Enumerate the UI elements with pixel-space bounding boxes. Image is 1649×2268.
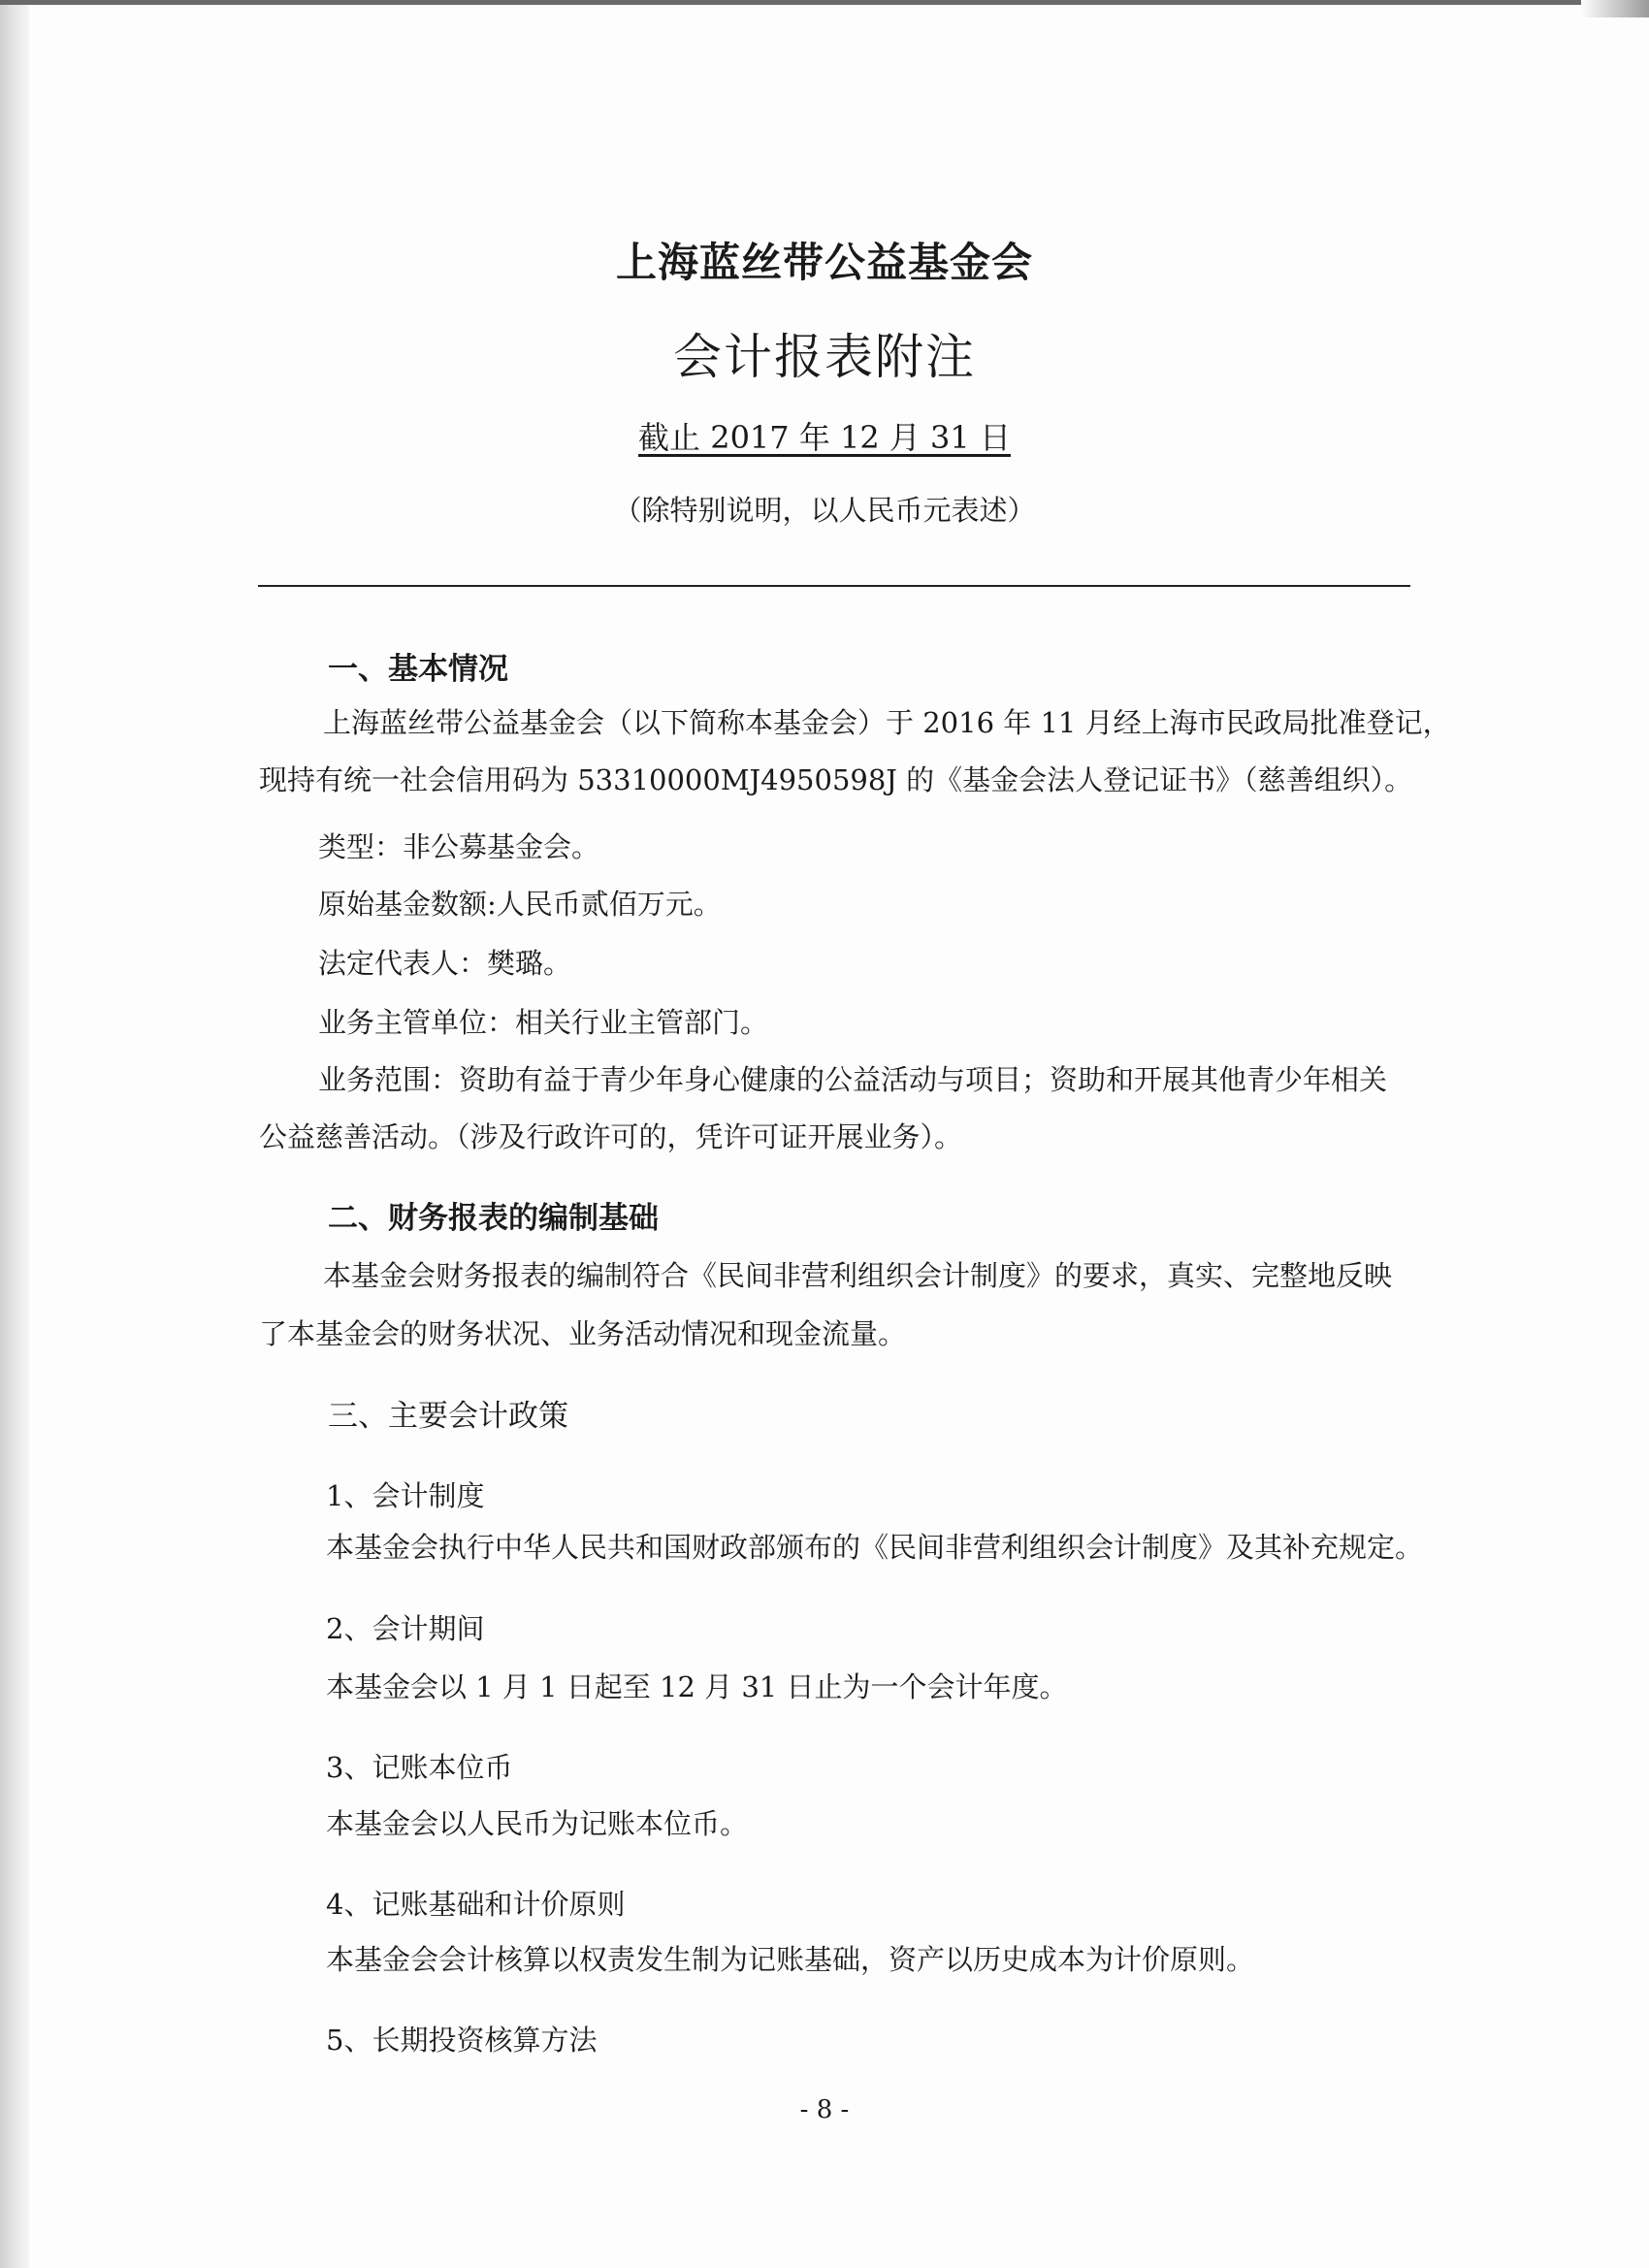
policy-2-body: 本基金会以 1 月 1 日起至 12 月 31 日止为一个会计年度。 xyxy=(326,1670,1068,1703)
org-type: 类型：非公募基金会。 xyxy=(318,830,600,863)
business-scope-line-1: 业务范围：资助有益于青少年身心健康的公益活动与项目；资助和开展其他青少年相关 xyxy=(318,1063,1388,1096)
currency-note: （除特别说明，以人民币元表述） xyxy=(613,494,1036,527)
policy-1-title: 1、会计制度 xyxy=(326,1479,485,1512)
section-1-heading: 一、基本情况 xyxy=(328,652,508,687)
policy-4-title: 4、记账基础和计价原则 xyxy=(326,1888,626,1921)
scan-corner-shadow xyxy=(1581,0,1649,17)
policy-4-body: 本基金会会计核算以权责发生制为记账基础，资产以历史成本为计价原则。 xyxy=(326,1943,1255,1976)
section-2-line-1: 本基金会财务报表的编制符合《民间非营利组织会计制度》的要求，真实、完整地反映 xyxy=(323,1259,1393,1292)
policy-3-title: 3、记账本位币 xyxy=(326,1751,513,1784)
policy-2-title: 2、会计期间 xyxy=(326,1612,485,1645)
section-3-heading: 三、主要会计政策 xyxy=(328,1399,568,1434)
section-1-para-line-2: 现持有统一社会信用码为 53310000MJ4950598J 的《基金会法人登记证书》（慈善组织）。 xyxy=(259,763,1413,796)
original-fund: 原始基金数额:人民币贰佰万元。 xyxy=(318,888,722,921)
legal-representative: 法定代表人：樊璐。 xyxy=(318,947,572,980)
business-scope-line-2: 公益慈善活动。（涉及行政许可的，凭许可证开展业务）。 xyxy=(259,1120,963,1153)
section-1-para-line-1: 上海蓝丝带公益基金会（以下简称本基金会）于 2016 年 11 月经上海市民政局批准登记， xyxy=(323,706,1451,739)
header-divider xyxy=(258,585,1410,587)
policy-5-title: 5、长期投资核算方法 xyxy=(326,2024,598,2057)
section-2-line-2: 了本基金会的财务状况、业务活动情况和现金流量。 xyxy=(259,1317,907,1350)
organization-name: 上海蓝丝带公益基金会 xyxy=(615,239,1033,286)
scan-edge-top xyxy=(0,0,1649,5)
report-period xyxy=(0,413,1649,458)
report-period-text: 截止 2017 年 12 月 31 日 xyxy=(638,419,1011,456)
policy-3-body: 本基金会以人民币为记账本位币。 xyxy=(326,1807,749,1840)
policy-1-body: 本基金会执行中华人民共和国财政部颁布的《民间非营利组织会计制度》及其补充规定。 xyxy=(326,1531,1424,1564)
document-title: 会计报表附注 xyxy=(673,329,976,385)
supervising-unit: 业务主管单位：相关行业主管部门。 xyxy=(318,1006,769,1039)
section-2-heading: 二、财务报表的编制基础 xyxy=(328,1201,659,1236)
page-number: - 8 - xyxy=(799,2095,850,2124)
